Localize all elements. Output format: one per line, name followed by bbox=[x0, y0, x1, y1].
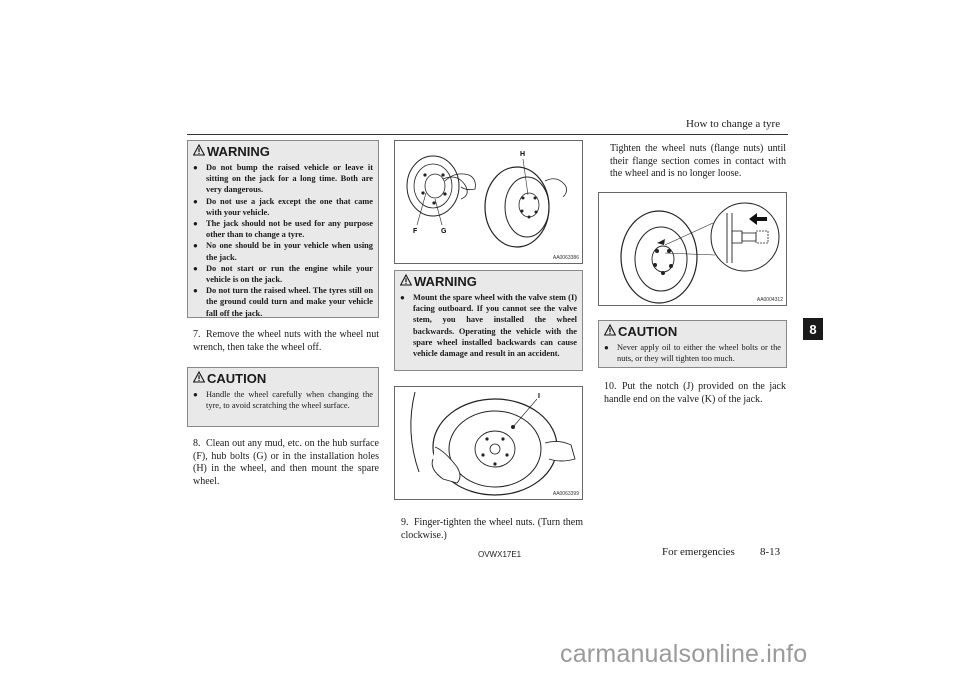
warning-triangle-icon bbox=[400, 274, 412, 289]
figure-wheel-nut bbox=[598, 192, 787, 306]
warning-item: ● Do not start or run the engine while your vehicle is on the jack. bbox=[193, 263, 373, 285]
tighten-paragraph: Tighten the wheel nuts (flange nuts) until their flange section comes in contact with the wheel and is no longer loose. bbox=[610, 143, 786, 179]
figure-code: AA0063399 bbox=[552, 491, 579, 497]
chapter-tab: 8 bbox=[803, 318, 823, 340]
caution-title: CAUTION bbox=[207, 371, 267, 386]
caution-title: CAUTION bbox=[618, 324, 678, 339]
step-number: 9. bbox=[401, 517, 409, 528]
step-9 bbox=[401, 517, 583, 542]
caution-heading bbox=[604, 324, 781, 339]
document-code: OVWX17E1 bbox=[478, 550, 522, 559]
warning-title: WARNING bbox=[414, 274, 477, 289]
step-text: Clean out any mud, etc. on the hub surface (F), hub bolts (G) or in the installation holes (H) in the wheel, and then mount the spare wheel. bbox=[193, 438, 379, 487]
warning-heading bbox=[193, 144, 373, 159]
warning-triangle-icon bbox=[193, 144, 205, 159]
figure-label-g: G bbox=[441, 228, 447, 235]
step-number: 7. bbox=[193, 329, 201, 340]
warning-heading bbox=[400, 274, 577, 289]
warning-title: WARNING bbox=[207, 144, 270, 159]
watermark: carmanualsonline.info bbox=[560, 640, 808, 668]
warning-item: ● Mount the spare wheel with the valve stem (I) facing outboard. If you cannot see the valve stem, you have installed the wheel backwards. Operating the vehicle with the spare wheel installed backwards can cause vehicle damage and result in an accident. bbox=[400, 292, 577, 359]
wheel-nut-illustration bbox=[599, 193, 786, 305]
figure-label-h: H bbox=[520, 151, 526, 158]
step-number: 8. bbox=[193, 438, 201, 449]
caution-heading bbox=[193, 371, 373, 386]
caution-box bbox=[187, 367, 379, 427]
step-10 bbox=[604, 381, 786, 406]
caution-box bbox=[598, 320, 787, 368]
hub-illustration bbox=[395, 141, 582, 263]
figure-label-i: I bbox=[538, 393, 540, 400]
step-text: Finger-tighten the wheel nuts. (Turn them clockwise.) bbox=[401, 517, 583, 541]
warning-triangle-icon bbox=[604, 324, 616, 339]
footer-section: For emergencies bbox=[662, 546, 735, 558]
caution-item: ● Never apply oil to either the wheel bolts or the nuts, or they will tighten too much. bbox=[604, 342, 781, 364]
warning-item: ● Do not turn the raised wheel. The tyres still on the ground could turn and make your vehicle fall off the jack. bbox=[193, 285, 373, 319]
page-number: 8-13 bbox=[760, 546, 781, 558]
figure-code: AA0004312 bbox=[756, 297, 783, 303]
warning-item: ● The jack should not be used for any purpose other than to change a tyre. bbox=[193, 218, 373, 240]
section-title: How to change a tyre bbox=[686, 118, 781, 130]
figure-hub-bolts bbox=[394, 140, 583, 264]
warning-box bbox=[394, 270, 583, 371]
warning-triangle-icon bbox=[193, 371, 205, 386]
caution-item: ● Handle the wheel carefully when changing the tyre, to avoid scratching the wheel surface. bbox=[193, 389, 373, 411]
step-7 bbox=[193, 329, 379, 354]
step-8 bbox=[193, 438, 379, 488]
header-rule bbox=[187, 134, 788, 135]
warning-item: ● No one should be in your vehicle when using the jack. bbox=[193, 240, 373, 262]
step-text: Put the notch (J) provided on the jack handle end on the valve (K) of the jack. bbox=[604, 381, 786, 405]
figure-valve-stem bbox=[394, 386, 583, 500]
step-text: Remove the wheel nuts with the wheel nut wrench, then take the wheel off. bbox=[193, 329, 379, 353]
step-number: 10. bbox=[604, 381, 617, 392]
figure-code: AA0063386 bbox=[552, 255, 579, 261]
figure-label-f: F bbox=[413, 228, 418, 235]
warning-item: ● Do not use a jack except the one that came with your vehicle. bbox=[193, 196, 373, 218]
warning-item: ● Do not bump the raised vehicle or leave it sitting on the jack for a long time. Both are very dangerous. bbox=[193, 162, 373, 196]
warning-box bbox=[187, 140, 379, 318]
spare-wheel-illustration bbox=[395, 387, 582, 499]
